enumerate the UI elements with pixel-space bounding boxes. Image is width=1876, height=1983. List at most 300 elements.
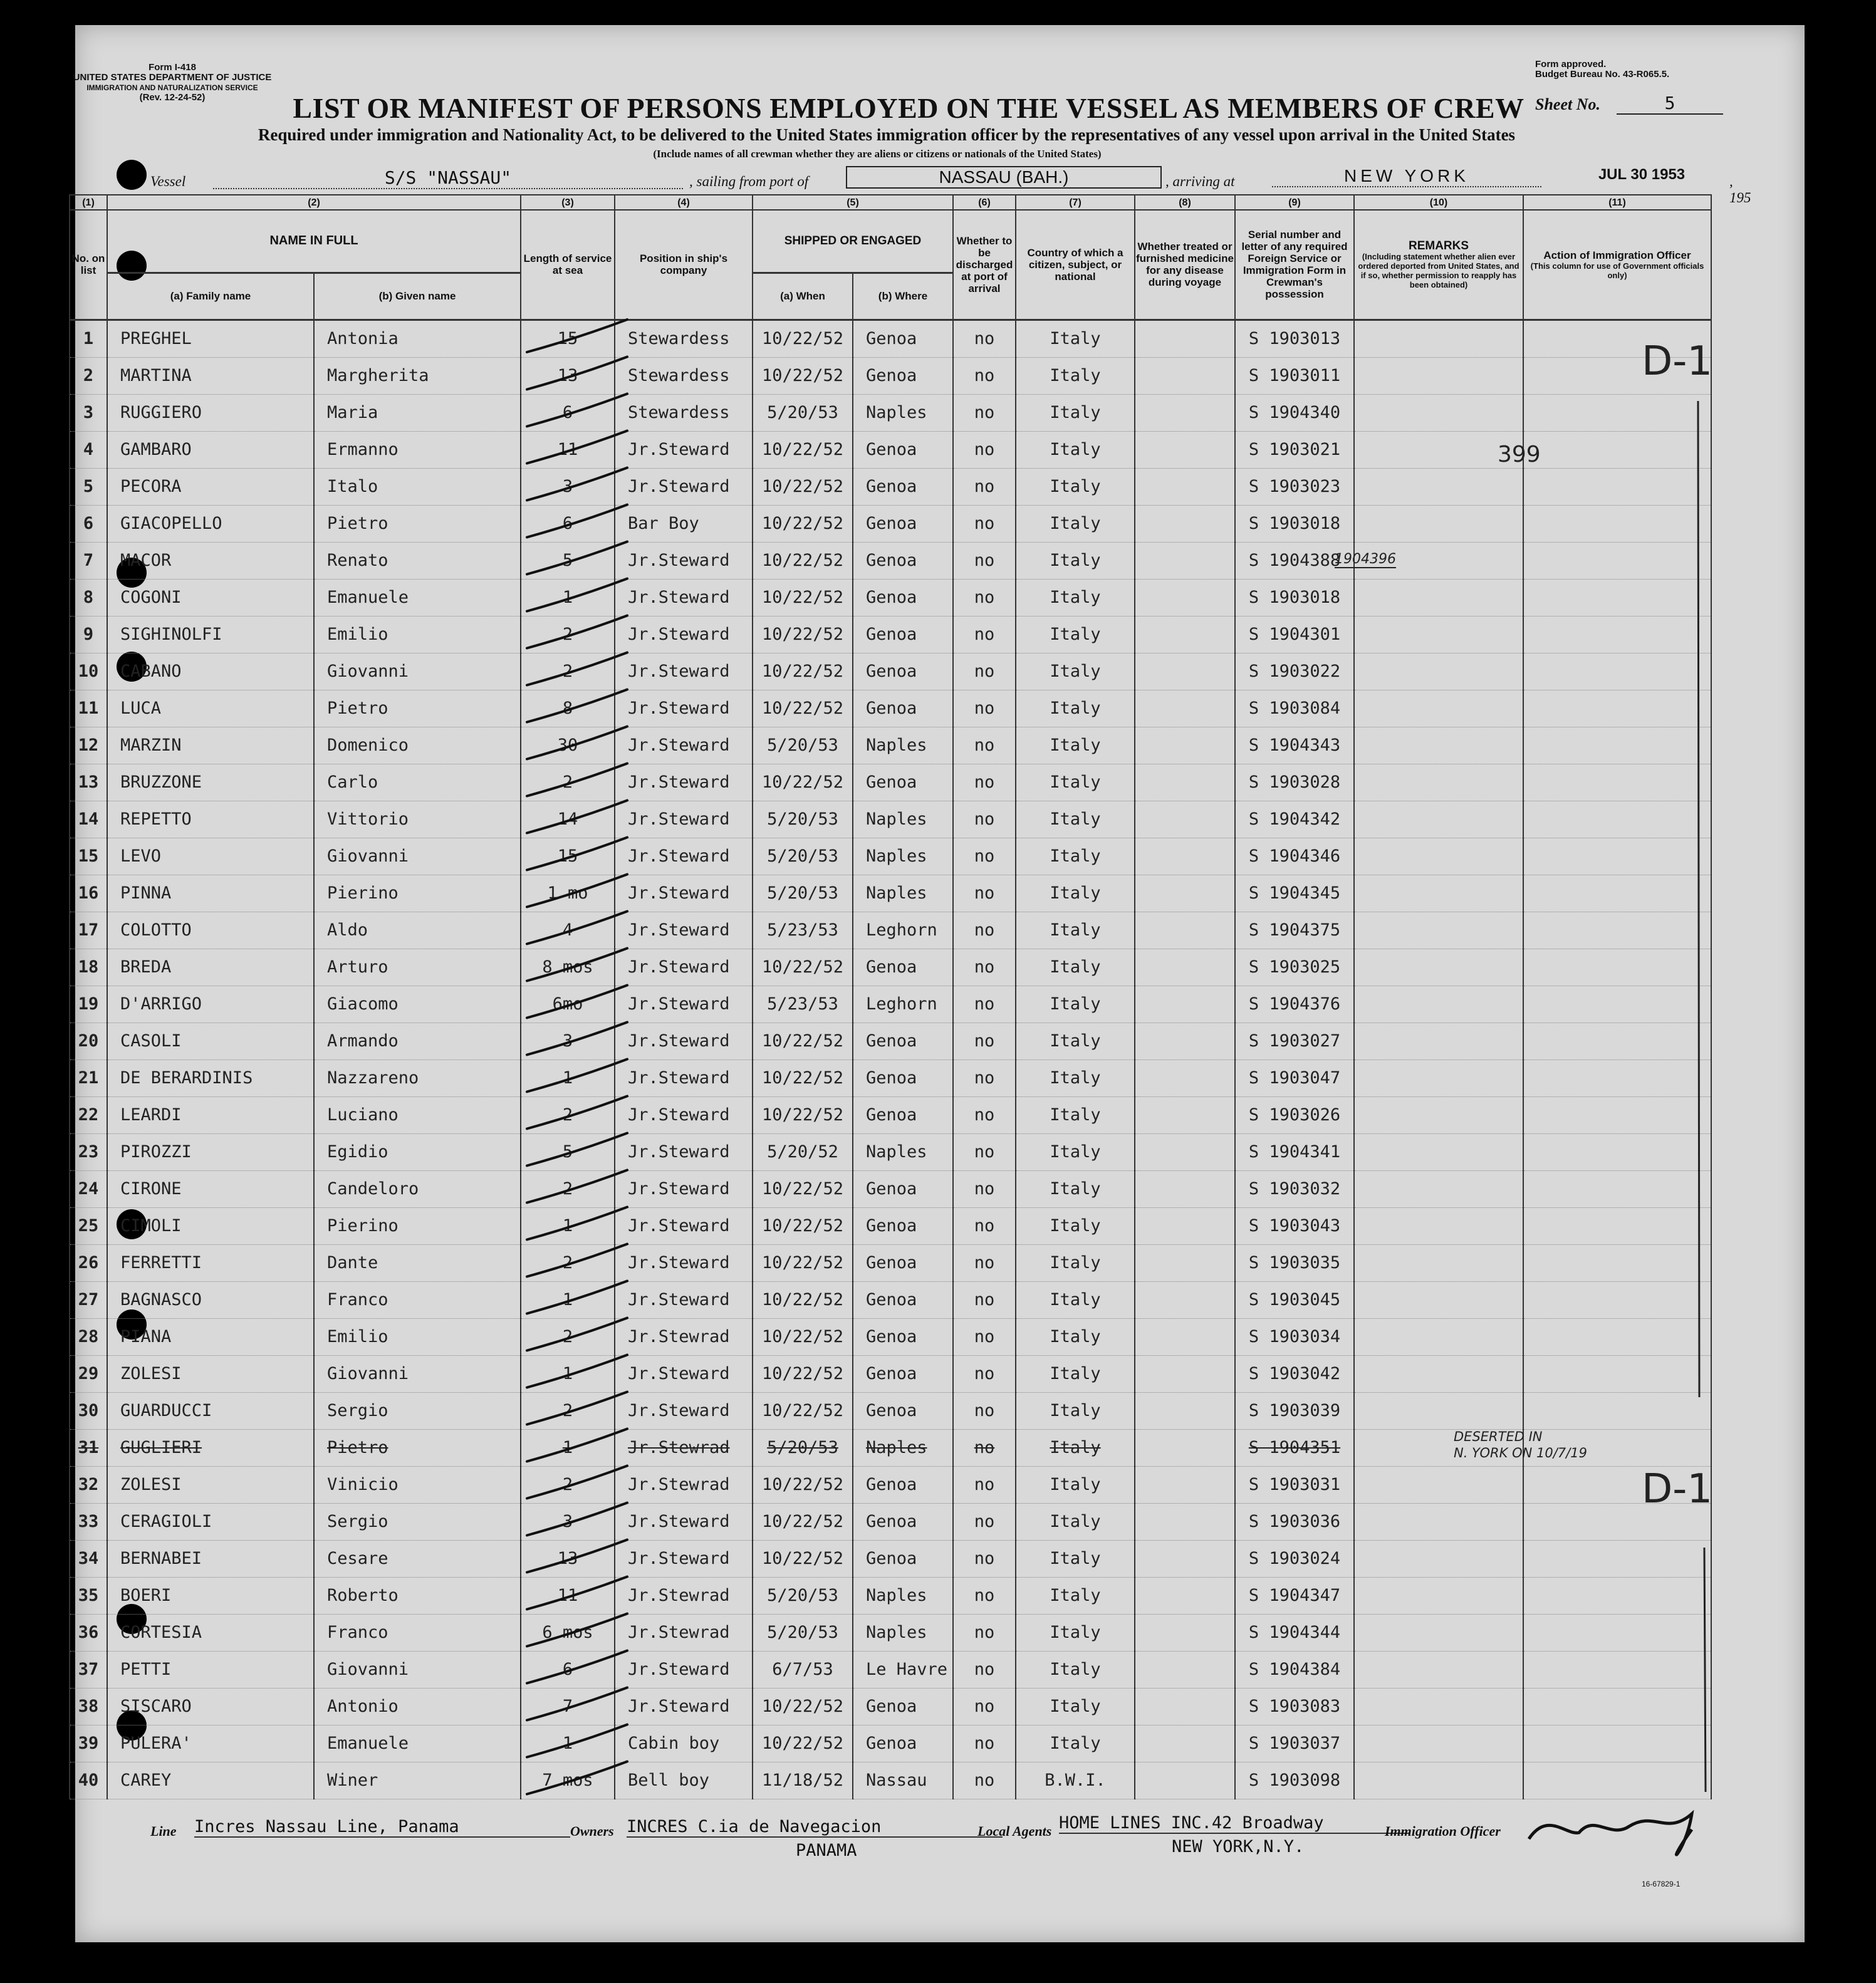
- family-name-cell: GIACOPELLO: [107, 505, 314, 542]
- position-cell: Jr.Steward: [615, 986, 753, 1023]
- discharged-cell: no: [953, 1540, 1016, 1577]
- length-of-service-cell: 8 mos: [521, 949, 615, 986]
- row-number-cell: 17: [70, 912, 107, 949]
- serial-number-cell: S 1903023: [1235, 468, 1354, 505]
- country-cell: Italy: [1016, 320, 1135, 357]
- row-number-cell: 39: [70, 1725, 107, 1762]
- shipped-when-cell: 5/20/53: [753, 1577, 853, 1614]
- shipped-when-cell: 11/18/52: [753, 1762, 853, 1799]
- tick-mark: [527, 1023, 627, 1055]
- length-of-service-cell: 7: [521, 1688, 615, 1725]
- shipped-where-cell: Genoa: [853, 1244, 953, 1281]
- serial-number-cell: S 1903018: [1235, 505, 1354, 542]
- row-number-cell: 18: [70, 949, 107, 986]
- given-name-cell: Armando: [314, 1023, 521, 1059]
- discharged-cell: no: [953, 1244, 1016, 1281]
- shipped-when-cell: 6/7/53: [753, 1651, 853, 1688]
- shipped-where-cell: Naples: [853, 1614, 953, 1651]
- row-number-cell: 36: [70, 1614, 107, 1651]
- shipped-when-cell: 10/22/52: [753, 1244, 853, 1281]
- length-of-service-cell: 2: [521, 1170, 615, 1207]
- serial-number-cell: S 1904341: [1235, 1133, 1354, 1170]
- discharged-cell: no: [953, 764, 1016, 801]
- discharged-cell: no: [953, 1651, 1016, 1688]
- discharged-cell: no: [953, 986, 1016, 1023]
- deserted-line-2: N. YORK ON 10/7/19: [1454, 1445, 1587, 1460]
- country-cell: Italy: [1016, 1244, 1135, 1281]
- length-of-service-cell: 2: [521, 653, 615, 690]
- country-cell: Italy: [1016, 690, 1135, 727]
- action-d1-top: D-1: [1642, 338, 1713, 385]
- position-cell: Jr.Steward: [615, 542, 753, 579]
- given-name-cell: Antonia: [314, 320, 521, 357]
- row-number-cell: 14: [70, 801, 107, 838]
- shipped-where-cell: Genoa: [853, 357, 953, 394]
- given-name-cell: Domenico: [314, 727, 521, 764]
- family-name-cell: CIMOLI: [107, 1207, 314, 1244]
- given-name-cell: Arturo: [314, 949, 521, 986]
- shipped-where-cell: Genoa: [853, 1355, 953, 1392]
- given-name-cell: Pietro: [314, 505, 521, 542]
- family-name-cell: BERNABEI: [107, 1540, 314, 1577]
- row-number-cell: 2: [70, 357, 107, 394]
- position-cell: Jr.Steward: [615, 1023, 753, 1059]
- serial-number-cell: S 1904344: [1235, 1614, 1354, 1651]
- tick-mark: [527, 949, 627, 981]
- country-cell: Italy: [1016, 1503, 1135, 1540]
- length-of-service-cell: 2: [521, 764, 615, 801]
- shipped-when-cell: 10/22/52: [753, 1725, 853, 1762]
- action-note: (This column for use of Government officials only): [1530, 261, 1704, 280]
- country-cell: Italy: [1016, 1355, 1135, 1392]
- vessel-name: S/S "NASSAU": [213, 167, 683, 189]
- officer-signature: [1529, 1814, 1692, 1855]
- family-name-cell: CERAGIOLI: [107, 1503, 314, 1540]
- position-cell: Jr.Steward: [615, 1392, 753, 1429]
- family-name-cell: FERRETTI: [107, 1244, 314, 1281]
- header-treated: Whether treated or furnished medicine for any disease during voyage: [1135, 210, 1235, 320]
- country-cell: Italy: [1016, 431, 1135, 468]
- length-of-service-cell: 1: [521, 1059, 615, 1096]
- country-cell: Italy: [1016, 986, 1135, 1023]
- row-number-cell: 15: [70, 838, 107, 875]
- family-name-cell: MACOR: [107, 542, 314, 579]
- tick-mark: [527, 394, 627, 427]
- shipped-when-cell: 10/22/52: [753, 505, 853, 542]
- family-name-cell: LEVO: [107, 838, 314, 875]
- family-name-cell: REPETTO: [107, 801, 314, 838]
- given-name-cell: Sergio: [314, 1392, 521, 1429]
- serial-number-cell: S 1903018: [1235, 579, 1354, 616]
- serial-number-cell: S 1903021: [1235, 431, 1354, 468]
- shipped-when-cell: 10/22/52: [753, 320, 853, 357]
- given-name-cell: Maria: [314, 394, 521, 431]
- col-num: (6): [953, 195, 1016, 210]
- length-of-service-cell: 1: [521, 1207, 615, 1244]
- country-cell: Italy: [1016, 1688, 1135, 1725]
- position-cell: Jr.Steward: [615, 690, 753, 727]
- shipped-when-cell: 10/22/52: [753, 1318, 853, 1355]
- family-name-cell: BREDA: [107, 949, 314, 986]
- family-name-cell: LEARDI: [107, 1096, 314, 1133]
- family-name-cell: BAGNASCO: [107, 1281, 314, 1318]
- shipped-where-cell: Le Havre: [853, 1651, 953, 1688]
- shipped-where-cell: Leghorn: [853, 912, 953, 949]
- discharged-cell: no: [953, 1133, 1016, 1170]
- shipped-where-cell: Nassau: [853, 1762, 953, 1799]
- shipped-when-cell: 10/22/52: [753, 579, 853, 616]
- shipped-when-cell: 5/20/53: [753, 875, 853, 912]
- col-num: (11): [1523, 195, 1711, 210]
- row-number-cell: 35: [70, 1577, 107, 1614]
- country-cell: Italy: [1016, 764, 1135, 801]
- country-cell: Italy: [1016, 1059, 1135, 1096]
- header-given-name: (b) Given name: [314, 273, 521, 320]
- discharged-cell: no: [953, 542, 1016, 579]
- length-of-service-cell: 11: [521, 1577, 615, 1614]
- position-cell: Bell boy: [615, 1762, 753, 1799]
- remarks-note-399: 399: [1498, 442, 1541, 467]
- discharged-cell: no: [953, 1281, 1016, 1318]
- serial-number-cell: S 1903037: [1235, 1725, 1354, 1762]
- country-cell: Italy: [1016, 1429, 1135, 1466]
- position-cell: Jr.Steward: [615, 875, 753, 912]
- row-number-cell: 23: [70, 1133, 107, 1170]
- row-number-cell: 11: [70, 690, 107, 727]
- serial-number-cell: S 1903043: [1235, 1207, 1354, 1244]
- shipped-when-cell: 10/22/52: [753, 1059, 853, 1096]
- serial-number-cell: S 1903045: [1235, 1281, 1354, 1318]
- given-name-cell: Antonio: [314, 1688, 521, 1725]
- family-name-cell: ZOLESI: [107, 1355, 314, 1392]
- country-cell: Italy: [1016, 838, 1135, 875]
- remarks-title: REMARKS: [1408, 239, 1469, 252]
- shipped-where-cell: Genoa: [853, 1688, 953, 1725]
- tick-mark: [527, 1651, 627, 1684]
- shipped-when-cell: 5/20/53: [753, 1429, 853, 1466]
- line-label: Line: [150, 1823, 177, 1839]
- tick-mark: [527, 912, 627, 944]
- row-number-cell: 3: [70, 394, 107, 431]
- sheet-label: Sheet No.: [1535, 95, 1600, 113]
- given-name-cell: Renato: [314, 542, 521, 579]
- row-number-cell: 7: [70, 542, 107, 579]
- country-cell: Italy: [1016, 542, 1135, 579]
- given-name-cell: Franco: [314, 1281, 521, 1318]
- given-name-cell: Italo: [314, 468, 521, 505]
- country-cell: Italy: [1016, 505, 1135, 542]
- row-number-cell: 20: [70, 1023, 107, 1059]
- given-name-cell: Carlo: [314, 764, 521, 801]
- family-name-cell: CORTESIA: [107, 1614, 314, 1651]
- country-cell: Italy: [1016, 1318, 1135, 1355]
- family-name-cell: CASOLI: [107, 1023, 314, 1059]
- length-of-service-cell: 1: [521, 579, 615, 616]
- row-number-cell: 9: [70, 616, 107, 653]
- row-number-cell: 25: [70, 1207, 107, 1244]
- row-number-cell: 4: [70, 431, 107, 468]
- serial-number-cell: S 1903047: [1235, 1059, 1354, 1096]
- country-cell: Italy: [1016, 1207, 1135, 1244]
- discharged-cell: no: [953, 1207, 1016, 1244]
- tick-mark: [527, 1762, 627, 1794]
- shipped-when-cell: 10/22/52: [753, 1503, 853, 1540]
- position-cell: Jr.Steward: [615, 1503, 753, 1540]
- remarks-note: (Including statement whether alien ever ordered deported from United States, and if so, whether permission to reapply has been obtained): [1358, 251, 1519, 289]
- shipped-where-cell: Genoa: [853, 1725, 953, 1762]
- agents-label: Local Agents: [977, 1823, 1052, 1839]
- serial-number-cell: S 1903039: [1235, 1392, 1354, 1429]
- row-number-cell: 1: [70, 320, 107, 357]
- tick-mark: [527, 1429, 627, 1462]
- serial-number-cell: S 1903034: [1235, 1318, 1354, 1355]
- given-name-cell: Pietro: [314, 690, 521, 727]
- shipped-when-cell: 5/23/53: [753, 986, 853, 1023]
- position-cell: Bar Boy: [615, 505, 753, 542]
- subtitle: Required under immigration and Nationality Act, to be delivered to the United States immigration officer by the representatives of any vessel upon arrival in the United States: [258, 125, 1516, 144]
- country-cell: Italy: [1016, 1133, 1135, 1170]
- sailing-label: , sailing from port of: [689, 174, 809, 189]
- given-name-cell: Cesare: [314, 1540, 521, 1577]
- position-cell: Jr.Stewrad: [615, 1318, 753, 1355]
- discharged-cell: no: [953, 1429, 1016, 1466]
- deserted-line-1: DESERTED IN: [1454, 1429, 1543, 1444]
- length-of-service-cell: 6: [521, 505, 615, 542]
- family-name-cell: PIANA: [107, 1318, 314, 1355]
- length-of-service-cell: 13: [521, 1540, 615, 1577]
- country-cell: Italy: [1016, 394, 1135, 431]
- country-cell: Italy: [1016, 468, 1135, 505]
- shipped-where-cell: Genoa: [853, 616, 953, 653]
- shipped-when-cell: 10/22/52: [753, 764, 853, 801]
- discharged-cell: no: [953, 1577, 1016, 1614]
- position-cell: Jr.Steward: [615, 1688, 753, 1725]
- tick-mark: [527, 320, 627, 352]
- family-name-cell: PINNA: [107, 875, 314, 912]
- length-of-service-cell: 2: [521, 1392, 615, 1429]
- serial-number-cell: S 1903011: [1235, 357, 1354, 394]
- discharged-cell: no: [953, 838, 1016, 875]
- header-length-service: Length of service at sea: [521, 210, 615, 320]
- position-cell: Stewardess: [615, 394, 753, 431]
- country-cell: Italy: [1016, 1170, 1135, 1207]
- sheet-number: 5: [1617, 93, 1723, 115]
- shipped-when-cell: 10/22/52: [753, 1170, 853, 1207]
- row-number-cell: 28: [70, 1318, 107, 1355]
- family-name-cell: RUGGIERO: [107, 394, 314, 431]
- tick-mark: [527, 727, 627, 759]
- serial-number-cell: S 1904345: [1235, 875, 1354, 912]
- serial-correction: 1904396: [1335, 551, 1396, 567]
- serial-number-cell: S 1903098: [1235, 1762, 1354, 1799]
- family-name-cell: LUCA: [107, 690, 314, 727]
- tick-mark: [527, 690, 627, 722]
- length-of-service-cell: 1: [521, 1281, 615, 1318]
- tick-mark: [527, 1059, 627, 1092]
- family-name-cell: MARTINA: [107, 357, 314, 394]
- action-d1-bottom: D-1: [1642, 1466, 1713, 1512]
- row-number-cell: 37: [70, 1651, 107, 1688]
- owners-value-2: PANAMA: [796, 1841, 857, 1860]
- row-number-cell: 24: [70, 1170, 107, 1207]
- shipped-when-cell: 10/22/52: [753, 1281, 853, 1318]
- tick-mark: [527, 542, 627, 575]
- shipped-when-cell: 10/22/52: [753, 616, 853, 653]
- row-number-cell: 27: [70, 1281, 107, 1318]
- shipped-when-cell: 10/22/52: [753, 1466, 853, 1503]
- family-name-cell: PIROZZI: [107, 1133, 314, 1170]
- tick-mark: [527, 1133, 627, 1166]
- shipped-when-cell: 10/22/52: [753, 1540, 853, 1577]
- position-cell: Jr.Steward: [615, 1133, 753, 1170]
- shipped-where-cell: Genoa: [853, 1207, 953, 1244]
- date-stamp: JUL 30 1953: [1598, 166, 1686, 183]
- serial-number-cell: S 1903083: [1235, 1688, 1354, 1725]
- given-name-cell: Aldo: [314, 912, 521, 949]
- length-of-service-cell: 2: [521, 1096, 615, 1133]
- discharged-cell: no: [953, 394, 1016, 431]
- family-name-cell: COLOTTO: [107, 912, 314, 949]
- shipped-where-cell: Naples: [853, 1577, 953, 1614]
- agency-line-2: IMMIGRATION AND NATURALIZATION SERVICE: [86, 83, 258, 92]
- vessel-label: Vessel: [150, 174, 186, 189]
- tick-mark: [527, 875, 627, 907]
- length-of-service-cell: 1: [521, 1725, 615, 1762]
- serial-number-cell: S 1904342: [1235, 801, 1354, 838]
- discharged-cell: no: [953, 1096, 1016, 1133]
- agents-value: HOME LINES INC.42 Broadway: [1059, 1813, 1410, 1834]
- tick-mark: [527, 1540, 627, 1573]
- tick-mark: [527, 764, 627, 796]
- country-cell: Italy: [1016, 912, 1135, 949]
- serial-number-cell: S 1904351: [1235, 1429, 1354, 1466]
- officer-label: Immigration Officer: [1385, 1823, 1501, 1839]
- family-name-cell: GUGLIERI: [107, 1429, 314, 1466]
- tick-mark: [527, 1096, 627, 1129]
- shipped-where-cell: Genoa: [853, 1540, 953, 1577]
- length-of-service-cell: 15: [521, 838, 615, 875]
- discharged-cell: no: [953, 949, 1016, 986]
- shipped-when-cell: 5/20/52: [753, 1133, 853, 1170]
- shipped-when-cell: 5/20/53: [753, 1614, 853, 1651]
- family-name-cell: PETTI: [107, 1651, 314, 1688]
- country-cell: Italy: [1016, 1096, 1135, 1133]
- family-name-cell: CIRONE: [107, 1170, 314, 1207]
- serial-number-cell: S 1904343: [1235, 727, 1354, 764]
- given-name-cell: Giovanni: [314, 653, 521, 690]
- header-no-on-list: No. on list: [70, 210, 107, 320]
- tick-mark: [527, 653, 627, 685]
- country-cell: Italy: [1016, 653, 1135, 690]
- serial-number-cell: S 1904347: [1235, 1577, 1354, 1614]
- row-number-cell: 40: [70, 1762, 107, 1799]
- line-value: Incres Nassau Line, Panama: [194, 1817, 570, 1838]
- length-of-service-cell: 6mo: [521, 986, 615, 1023]
- shipped-when-cell: 5/20/53: [753, 394, 853, 431]
- shipped-where-cell: Genoa: [853, 690, 953, 727]
- position-cell: Stewardess: [615, 357, 753, 394]
- discharged-cell: no: [953, 1466, 1016, 1503]
- position-cell: Jr.Steward: [615, 1170, 753, 1207]
- length-of-service-cell: 2: [521, 1318, 615, 1355]
- country-cell: Italy: [1016, 875, 1135, 912]
- year-label: , 195: [1729, 174, 1751, 206]
- tick-mark: [527, 1614, 627, 1647]
- tick-mark: [527, 1392, 627, 1425]
- row-number-cell: 33: [70, 1503, 107, 1540]
- tick-mark: [527, 1503, 627, 1536]
- shipped-when-cell: 5/23/53: [753, 912, 853, 949]
- discharged-cell: no: [953, 1762, 1016, 1799]
- family-name-cell: SISCARO: [107, 1688, 314, 1725]
- shipped-where-cell: Naples: [853, 1429, 953, 1466]
- discharged-cell: no: [953, 875, 1016, 912]
- given-name-cell: Vinicio: [314, 1466, 521, 1503]
- position-cell: Jr.Steward: [615, 579, 753, 616]
- serial-number-cell: S 1903028: [1235, 764, 1354, 801]
- shipped-where-cell: Leghorn: [853, 986, 953, 1023]
- country-cell: Italy: [1016, 357, 1135, 394]
- header-family-name: (a) Family name: [107, 273, 314, 320]
- given-name-cell: Vittorio: [314, 801, 521, 838]
- col-num: (5): [753, 195, 953, 210]
- position-cell: Jr.Stewrad: [615, 1577, 753, 1614]
- position-cell: Jr.Steward: [615, 727, 753, 764]
- serial-number-cell: S 1904388: [1235, 542, 1354, 579]
- country-cell: Italy: [1016, 801, 1135, 838]
- country-cell: Italy: [1016, 949, 1135, 986]
- country-cell: Italy: [1016, 727, 1135, 764]
- shipped-where-cell: Naples: [853, 801, 953, 838]
- col-num: (9): [1235, 195, 1354, 210]
- shipped-when-cell: 10/22/52: [753, 690, 853, 727]
- serial-number-cell: S 1903035: [1235, 1244, 1354, 1281]
- given-name-cell: Pierino: [314, 1207, 521, 1244]
- tick-mark: [527, 579, 627, 612]
- country-cell: Italy: [1016, 579, 1135, 616]
- row-number-cell: 34: [70, 1540, 107, 1577]
- row-number-cell: 38: [70, 1688, 107, 1725]
- col-num: (7): [1016, 195, 1135, 210]
- position-cell: Jr.Steward: [615, 1207, 753, 1244]
- serial-number-cell: S 1903084: [1235, 690, 1354, 727]
- discharged-cell: no: [953, 912, 1016, 949]
- shipped-where-cell: Genoa: [853, 1281, 953, 1318]
- row-number-cell: 22: [70, 1096, 107, 1133]
- position-cell: Jr.Steward: [615, 801, 753, 838]
- col-num: (2): [107, 195, 521, 210]
- discharged-cell: no: [953, 431, 1016, 468]
- serial-number-cell: S 1904375: [1235, 912, 1354, 949]
- form-code: 16-67829-1: [1642, 1880, 1681, 1888]
- tick-mark: [527, 1577, 627, 1610]
- action-vertical-line: [1704, 1548, 1706, 1792]
- discharged-cell: no: [953, 727, 1016, 764]
- shipped-when-cell: 10/22/52: [753, 653, 853, 690]
- length-of-service-cell: 6: [521, 1651, 615, 1688]
- serial-number-cell: S 1903024: [1235, 1540, 1354, 1577]
- tick-mark: [527, 616, 627, 648]
- row-number-cell: 31: [70, 1429, 107, 1466]
- position-cell: Jr.Steward: [615, 1059, 753, 1096]
- shipped-when-cell: 10/22/52: [753, 1023, 853, 1059]
- given-name-cell: Sergio: [314, 1503, 521, 1540]
- discharged-cell: no: [953, 690, 1016, 727]
- position-cell: Jr.Steward: [615, 912, 753, 949]
- shipped-when-cell: 10/22/52: [753, 1688, 853, 1725]
- header-serial: Serial number and letter of any required Foreign Service or Immigration Form in Crewman's possession: [1235, 210, 1354, 320]
- shipped-where-cell: Genoa: [853, 320, 953, 357]
